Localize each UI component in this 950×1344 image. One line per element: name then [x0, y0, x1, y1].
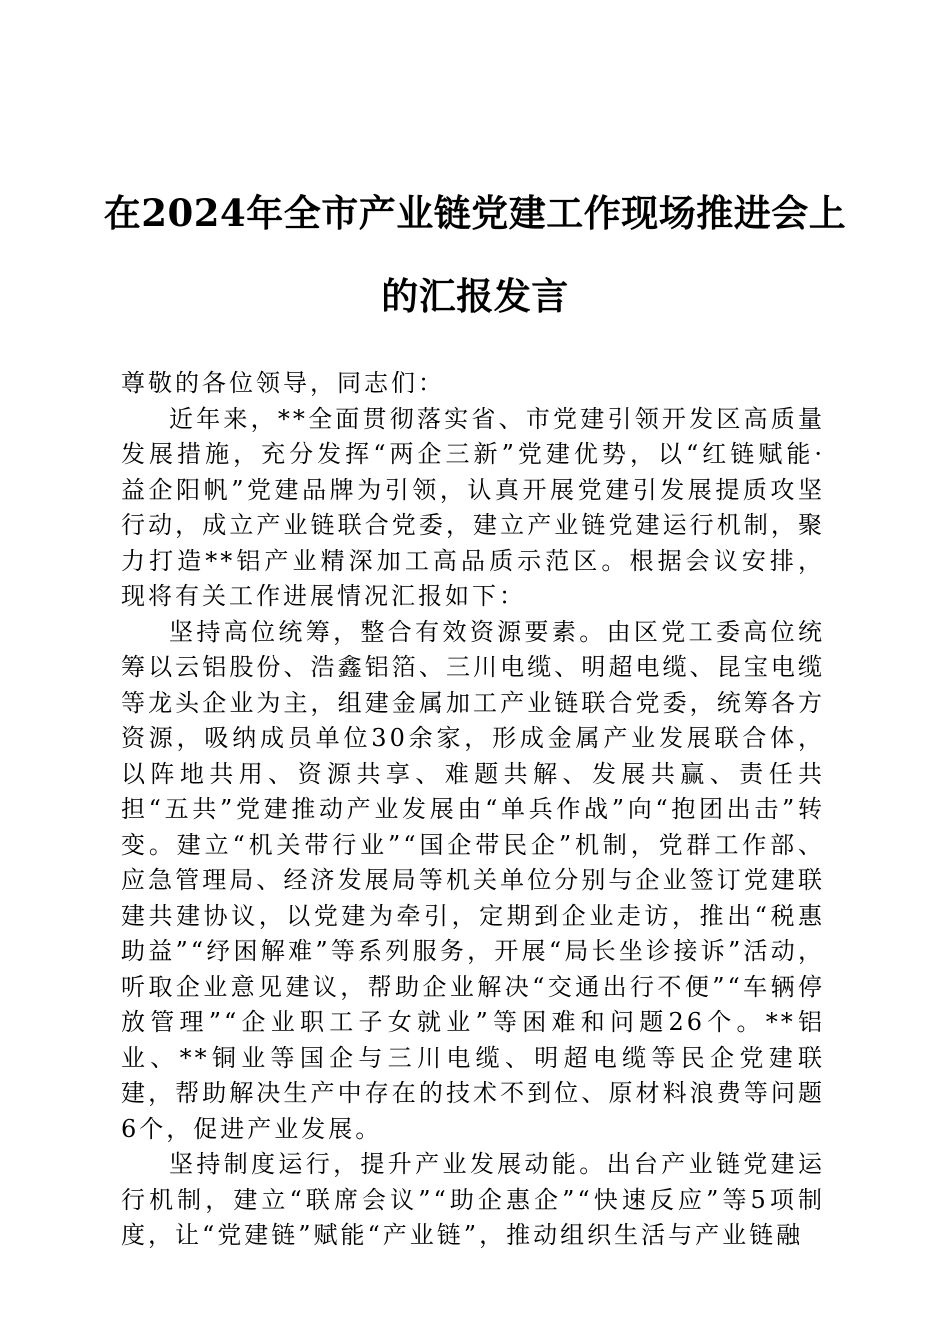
title-line-2: 的汇报发言: [381, 274, 569, 318]
paragraph-intro: 近年来，**全面贯彻落实省、市党建引领开发区高质量发展措施，充分发挥“两企三新”党建优势，以“红链赋能·益企阳帆”党建品牌为引领，认真开展党建引发展提质攻坚行动，成立产业链联合党委，建立产业链党建运行机制，聚力打造**铝产业精深加工高品质示范区。根据会议安排，现将有关工作进展情况汇报如下：: [121, 404, 825, 610]
salutation: 尊敬的各位领导，同志们：: [121, 369, 445, 397]
document-title: [100, 172, 850, 338]
paragraph-coordination: 坚持高位统筹，整合有效资源要素。由区党工委高位统筹以云铝股份、浩鑫铝箔、三川电缆、明超电缆、昆宝电缆等龙头企业为主，组建金属加工产业链联合党委，统筹各方资源，吸纳成员单位30余家，形成金属产业发展联合体，以阵地共用、资源共享、难题共解、发展共赢、责任共担“五共”党建推动产业发展由“单兵作战”向“抱团出击”转变。建立“机关带行业”“国企带民企”机制，党群工作部、应急管理局、经济发展局等机关单位分别与企业签订党建联建共建协议，以党建为牵引，定期到企业走访，推出“税惠助益”“纾困解难”等系列服务，开展“局长坐诊接诉”活动，听取企业意见建议，帮助企业解决“交通出行不便”“车辆停放管理”“企业职工子女就业”等困难和问题26个。**铝业、**铜业等国企与三川电缆、明超电缆等民企党建联建，帮助解决生产中存在的技术不到位、原材料浪费等问题6个，促进产业发展。: [121, 617, 825, 1143]
paragraph-system-operation: 坚持制度运行，提升产业发展动能。出台产业链党建运行机制，建立“联席会议”“助企惠企”“快速反应”等5项制度，让“党建链”赋能“产业链”，推动组织生活与产业链融: [121, 1150, 825, 1249]
document-body: [121, 366, 825, 1254]
title-line-1: 在2024年全市产业链党建工作现场推进会上: [103, 191, 847, 235]
